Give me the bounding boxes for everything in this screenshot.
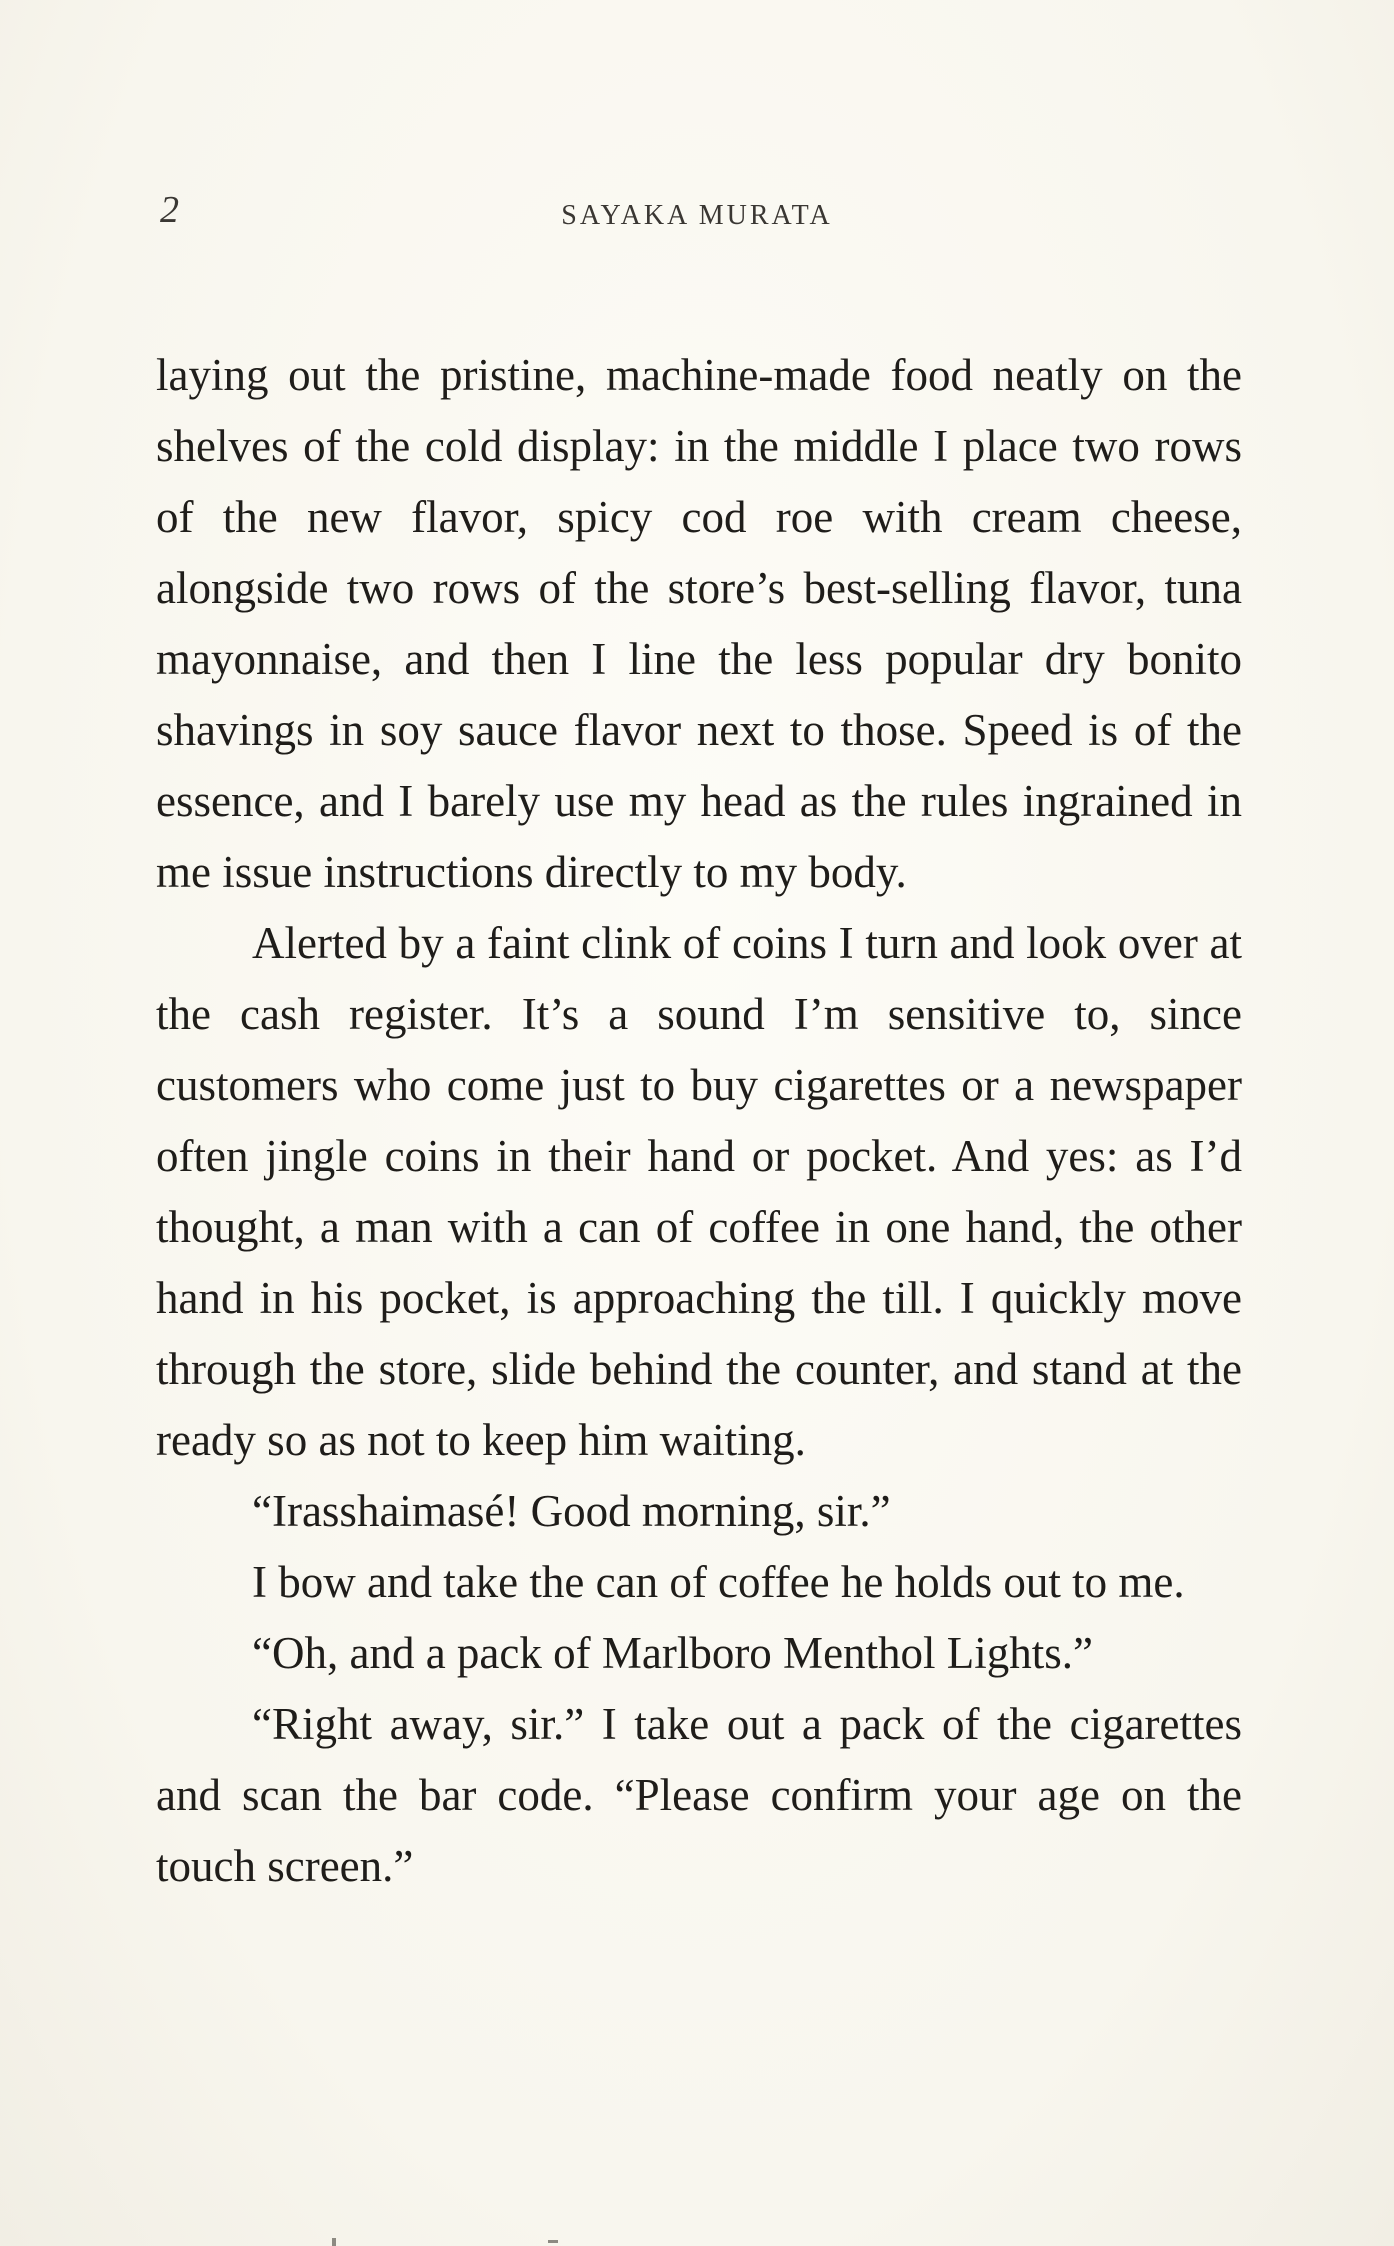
paragraph-bow: I bow and take the can of coffee he holds out to me. xyxy=(252,1557,1185,1607)
paragraph-age-confirm: “Right away, sir.” I take out a pack of the cigarettes and scan the bar code. “Please confirm your age on the touch screen.” xyxy=(156,1699,1242,1891)
paragraph-cigarette-order: “Oh, and a pack of Marlboro Menthol Lights.” xyxy=(252,1628,1094,1678)
page-edge-mark-right xyxy=(548,2240,558,2243)
paragraph-greeting: “Irasshaimasé! Good morning, sir.” xyxy=(252,1486,891,1536)
running-head-author: SAYAKA MURATA xyxy=(561,200,833,231)
page-number: 2 xyxy=(160,189,179,231)
body-text xyxy=(156,340,1242,1902)
paragraph-cash-register: Alerted by a faint clink of coins I turn and look over at the cash register. It’s a sound I’m sensitive to, since customers who come just to buy cigarettes or a newspaper often jingle coins in their hand or pocket. And yes: as I’d thought, a man with a can of coffee in one hand, the other hand in his pocket, is approaching the till. I quickly move through the store, slide behind the counter, and stand at the ready so as not to keep him waiting. xyxy=(156,918,1242,1465)
paragraph-continued: laying out the pristine, machine-made food neatly on the shelves of the cold display: in the middle I place two rows of the new flavor, spicy cod roe with cream cheese, alongside two rows of the store’s best-selling flavor, tuna mayonnaise, and then I line the less popular dry bonito shavings in soy sauce flavor next to those. Speed is of the essence, and I barely use my head as the rules ingrained in me issue instructions directly to my body. xyxy=(156,350,1242,897)
page-edge-mark-left xyxy=(332,2238,336,2246)
